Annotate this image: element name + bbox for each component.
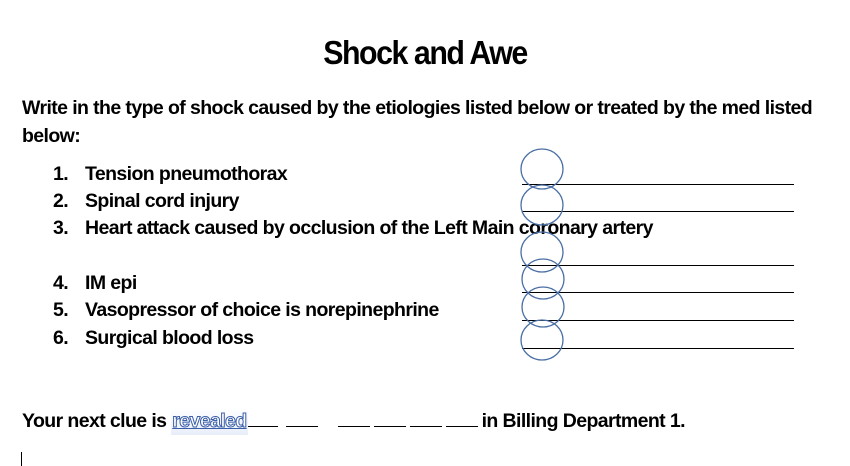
clue-sentence [22,407,685,435]
answer-line-1[interactable] [522,184,794,185]
blank-4[interactable] [374,408,406,427]
item-text: Surgical blood loss [85,327,254,349]
item-number: 4. [53,272,69,294]
item-number: 2. [53,190,69,212]
item-number: 5. [53,299,69,321]
instructions-text: Write in the type of shock caused by the etiologies listed below or treated by the med listed below: [22,97,813,147]
clue-suffix: in Billing Department 1. [481,410,685,432]
answer-line-5[interactable] [522,320,794,321]
blank-1[interactable] [248,408,278,427]
blank-3[interactable] [338,408,370,427]
document-title: Shock and Awe [323,34,527,71]
item-number: 3. [53,217,69,239]
answer-line-2[interactable] [522,211,794,212]
item-text: Vasopressor of choice is norepinephrine [85,299,439,321]
item-text: IM epi [85,272,137,294]
answer-line-3[interactable] [522,265,794,266]
item-number: 6. [53,327,69,349]
blank-6[interactable] [446,408,478,427]
answer-line-4[interactable] [522,292,794,293]
list-item [0,215,850,242]
item-text: Heart attack caused by occlusion of the Left Main coronary artery [85,217,653,239]
answer-line-6[interactable] [522,348,794,349]
item-number: 1. [53,163,69,185]
clue-prefix: Your next clue is [22,410,167,432]
item-text: Spinal cord injury [85,190,239,212]
blank-5[interactable] [410,408,442,427]
item-text: Tension pneumothorax [85,163,288,185]
revealed-word[interactable]: revealed [171,407,247,435]
text-cursor [21,452,22,466]
blank-2[interactable] [286,408,318,427]
